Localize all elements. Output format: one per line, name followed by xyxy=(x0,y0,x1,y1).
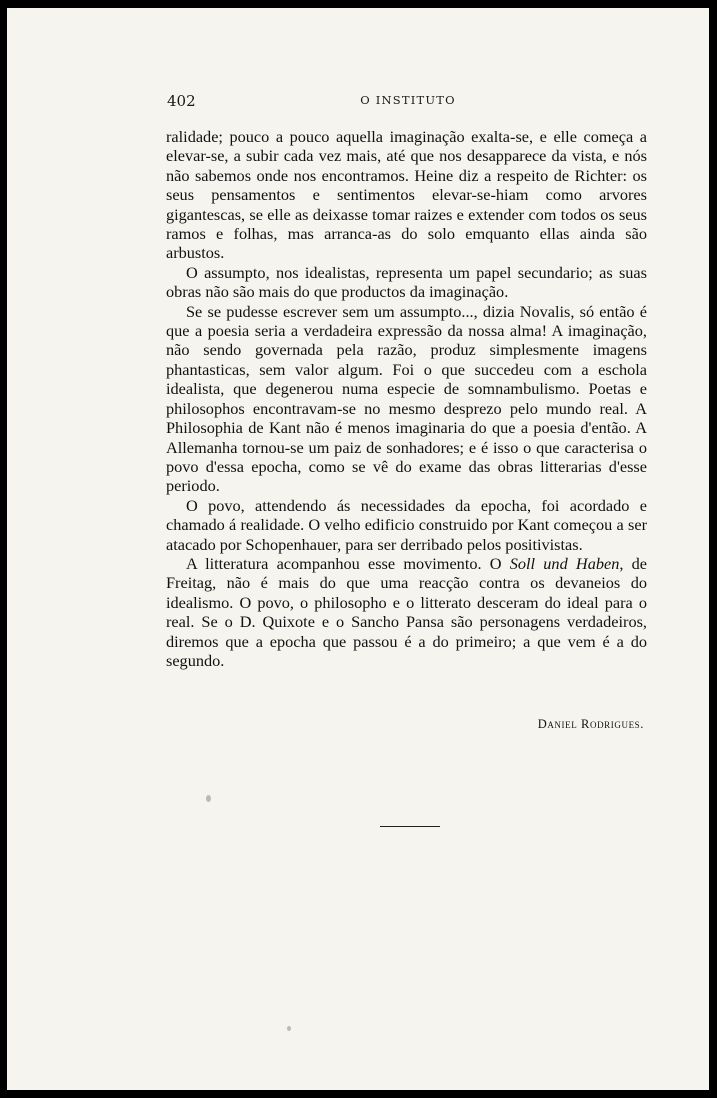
running-head: O INSTITUTO xyxy=(360,93,456,107)
paragraph-text: Se se pudesse escrever sem um assumpto..., dizia Novalis, só então é que a poesia seria a verdadeira expressão da nossa alma! A imaginação, não sendo governada pela razão, produz simplesmente imagens phantasticas, sem valor algum. Foi o que succedeu com a eschola idealista, que degenerou numa especie de somnambulismo. Poetas e philosophos encontravam-se no mesmo desprezo pelo mundo real. A Philosophia de Kant não é menos imaginaria do que a poesia d'então. A Allemanha tornou-se um paiz de sonhadores; e é isso o que caracterisa o povo d'essa epocha, como se vê do exame das obras litterarias d'esse periodo. xyxy=(166,301,647,496)
paragraph xyxy=(166,554,647,670)
paragraph-text: O povo, attendendo ás necessidades da epocha, foi acordado e chamado á realidade. O velho edificio construido por Kant começou a ser atacado por Schopenhauer, para ser derribado pelos positivistas. xyxy=(166,495,647,554)
paragraph xyxy=(166,496,647,554)
ink-speck xyxy=(206,795,211,802)
paragraph-text: ralidade; pouco a pouco aquella imaginação exalta-se, e elle começa a elevar-se, a subir cada vez mais, até que nos desapparece da vista, e nós não sabemos onde nos encontramos. Heine diz a respeito de Richter: os seus pensamentos e sentimentos elevar-se-hiam como arvores gigantescas, se elle as deixasse tomar raizes e extender com todos os seus ramos e folhas, mas arranca-as do solo emquanto ellas ainda são arbustos. xyxy=(166,127,647,263)
article-body xyxy=(166,127,647,670)
book-page xyxy=(7,8,709,1090)
section-divider xyxy=(380,826,440,827)
page-header xyxy=(167,92,649,116)
book-title: Soll und Haben, xyxy=(509,553,624,573)
paragraph-text: O assumpto, nos idealistas, representa um papel secundario; as suas obras não são mais do que productos da imaginação. xyxy=(166,262,647,302)
ink-speck xyxy=(287,1026,291,1031)
paragraph xyxy=(166,302,647,496)
paragraph xyxy=(166,263,647,302)
page-number: 402 xyxy=(167,92,196,110)
paragraph-text: de Freitag, não é mais do que uma reacção contra os devaneios do idealismo. O povo, o philosopho e o litterato desceram do ideal para o real. Se o D. Quixote e o Sancho Pansa são personagens verdadeiros, diremos que a epocha que passou é a do primeiro; a que vem é a do segundo. xyxy=(166,553,648,670)
author-signature: Daniel Rodrigues. xyxy=(537,717,644,731)
paragraph xyxy=(166,127,647,263)
paragraph-text: A litteratura acompanhou esse movimento. O xyxy=(186,553,510,573)
